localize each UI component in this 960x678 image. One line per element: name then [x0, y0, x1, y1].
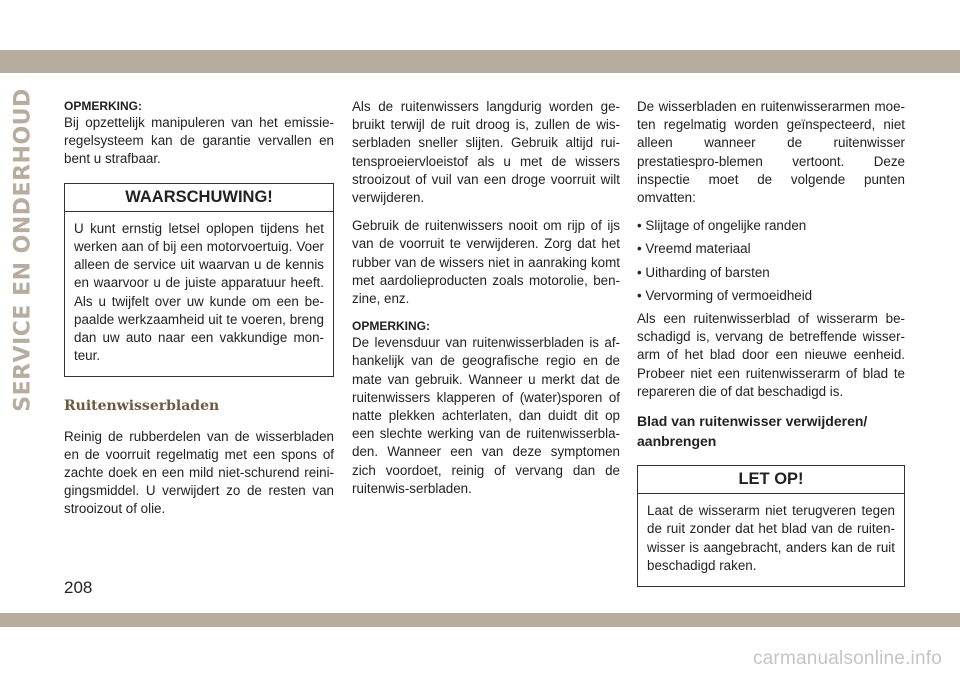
subsection-heading: Blad van ruitenwisser verwijderen/ aanbrengen	[637, 413, 868, 450]
column-3	[637, 98, 905, 587]
top-band	[0, 50, 960, 73]
column-2	[352, 98, 620, 508]
paragraph: Als de ruitenwissers langdurig worden ge-bruikt terwijl de ruit droog is, zullen de wis-serbladen sneller slijten. Gebruik altijd rui-tensproeiervloeistof als u met de wissers strooizout of vuil van een droge voorruit wilt verwijderen.	[352, 99, 620, 206]
column-1	[64, 98, 334, 529]
note-title: OPMERKING:	[352, 319, 430, 334]
warning-title: WAARSCHUWING!	[65, 184, 333, 212]
section-heading: Ruitenwisserbladen	[64, 398, 220, 415]
watermark: carmanualsonline.info	[752, 648, 942, 669]
caution-box	[637, 465, 905, 587]
caution-title: LET OP!	[638, 466, 904, 494]
bottom-band	[0, 613, 960, 627]
paragraph: Als een ruitenwisserblad of wisserarm be-schadigd is, vervang de betreffende wisser-arm of het blad door een nieuwe eenheid. Probeer niet een ruitenwisserarm of blad te repareren die of dat beschadigd is.	[637, 311, 905, 399]
list-item: • Slijtage of ongelijke randen	[637, 218, 807, 234]
note-text: De levensduur van ruitenwisserbladen is af-hankelijk van de geografische regio en de mate van gebruik. Wanneer u merkt dat de ruitenwissers klapperen of (water)sporen of natte plekken achterlaten, dan duidt dit op een slechte werking van de ruitenwisserbla-den. Wanneer een van deze symptomen zich voordoet, reinig of vervang dan de ruitenwis-serbladen.	[352, 335, 620, 496]
inspection-list	[637, 217, 905, 305]
paragraph: Gebruik de ruitenwissers nooit om rijp of ijs van de voorruit te verwijderen. Zorg dat het rubber van de wissers niet in aanraking komt met aardolieproducten zoals motorolie, ben-zine, enz.	[352, 218, 620, 307]
section-tab	[4, 88, 42, 412]
list-item: • Vreemd materiaal	[637, 241, 751, 257]
warning-text: U kunt ernstig letsel oplopen tijdens het werken aan of bij een motorvoertuig. Voer alleen de service uit waarvan u de kennis en waarvoor u de juiste apparatuur heeft. Als u twijfelt over uw kunde om een be-paalde werkzaamheid uit te voeren, breng dan uw auto naar een vakkundige mon-teur.	[74, 220, 324, 364]
list-item: • Vervorming of vermoeidheid	[637, 287, 813, 303]
list-item: • Uitharding of barsten	[637, 264, 770, 280]
warning-box	[64, 183, 334, 378]
paragraph: De wisserbladen en ruitenwisserarmen moe-ten regelmatig worden geïnspecteerd, niet alleen wanneer de ruitenwisser prestatiespro-blemen vertoont. Deze inspectie moet de volgende punten omvatten:	[637, 99, 905, 206]
caution-text: Laat de wisserarm niet terugveren tegen de ruit zonder dat het blad van de ruiten-wisser is aangebracht, anders kan de ruit beschadigd raken.	[647, 503, 895, 573]
note-title: OPMERKING:	[64, 99, 142, 113]
paragraph: Reinig de rubberdelen van de wisserbladen en de voorruit regelmatig met een spons of zachte doek en een mild niet-schurend reini-gingsmiddel. U verwijdert zo de resten van strooizout of olie.	[64, 428, 334, 517]
page-number: 208	[64, 578, 93, 597]
note-text: Bij opzettelijk manipuleren van het emissie-regelsysteem kan de garantie vervallen en bent u strafbaar.	[64, 115, 334, 167]
section-title: SERVICE EN ONDERHOUD	[10, 88, 36, 412]
